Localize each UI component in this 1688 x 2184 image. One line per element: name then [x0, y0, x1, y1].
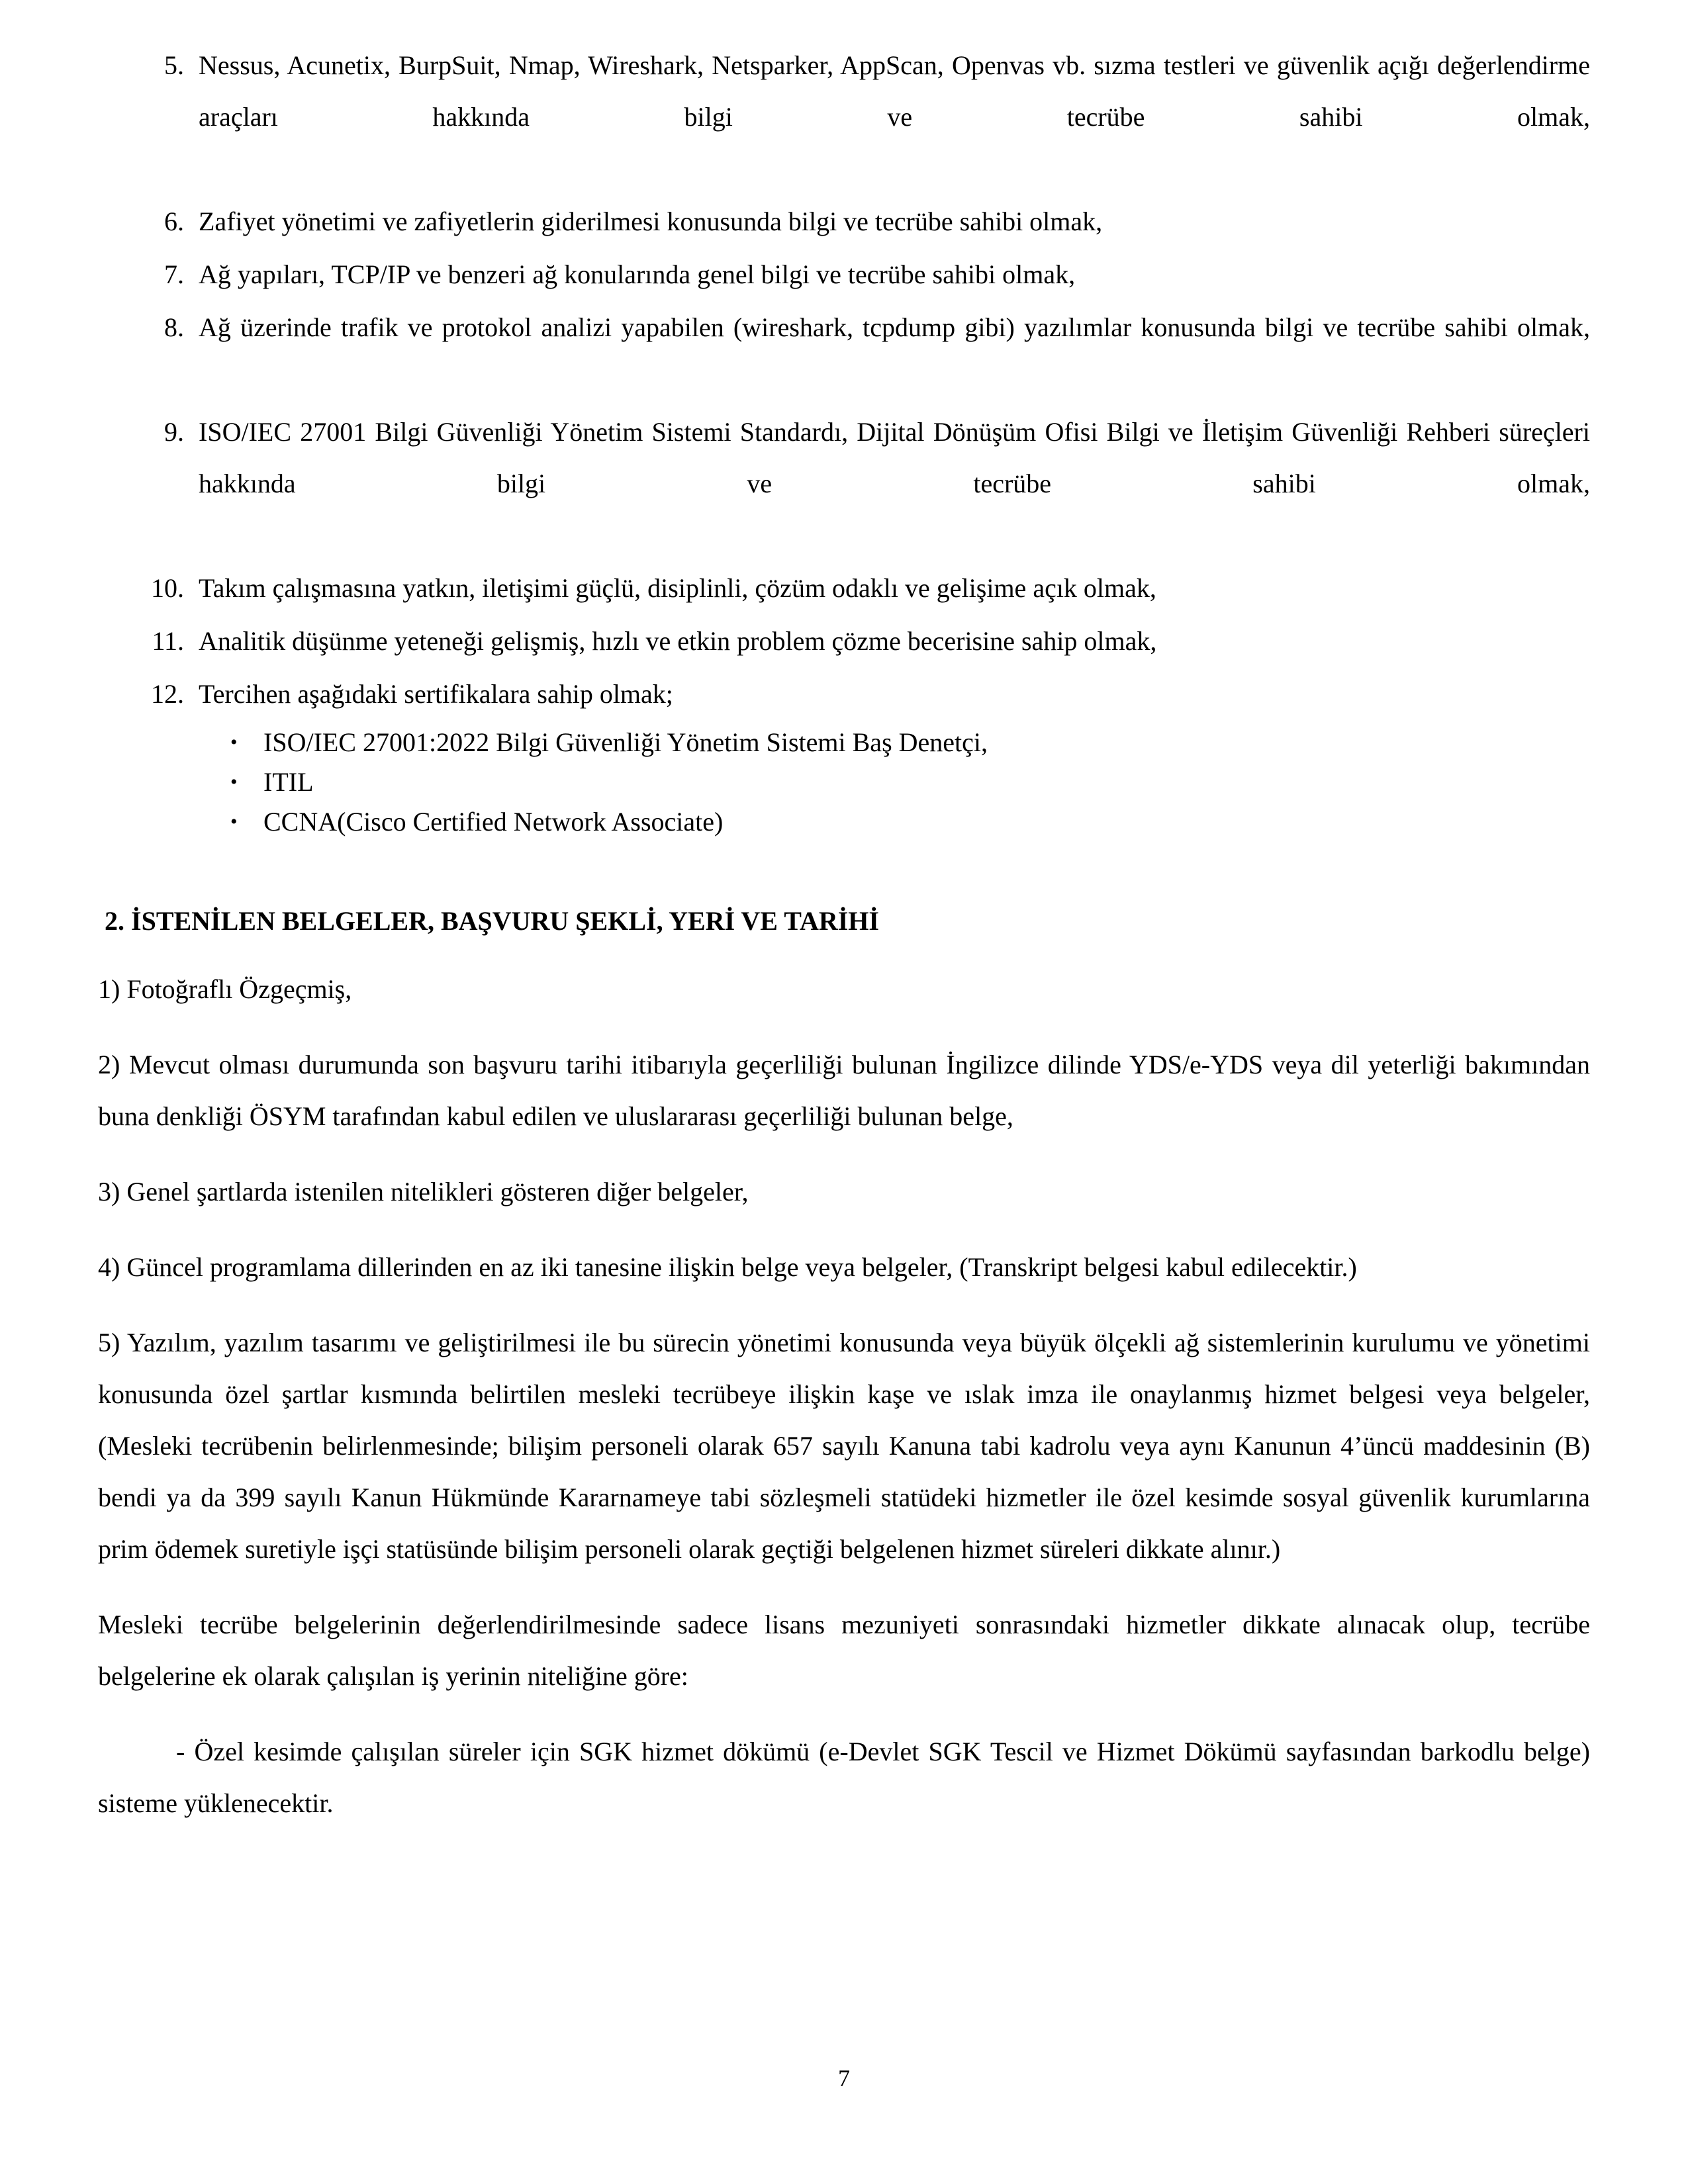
- section-heading: 2. İSTENİLEN BELGELER, BAŞVURU ŞEKLİ, YERİ VE TARİHİ: [105, 906, 879, 936]
- list-item-text: Tercihen aşağıdaki sertifikalara sahip olmak;: [199, 679, 673, 709]
- list-item-number: 11.: [152, 626, 184, 656]
- list-item: [98, 668, 1590, 720]
- paragraph-1: 1) Fotoğraflı Özgeçmiş,: [98, 974, 352, 1004]
- list-item: [98, 723, 1590, 762]
- list-item: [98, 762, 1590, 802]
- bullet-icon: •: [230, 771, 238, 793]
- list-item-number: 5.: [164, 50, 184, 80]
- list-item: [98, 802, 1590, 842]
- list-item-number: 9.: [164, 417, 184, 447]
- list-item-text: ISO/IEC 27001 Bilgi Güvenliği Yönetim Sistemi Standardı, Dijital Dönüşüm Ofisi Bilgi ve İletişim Güvenliği Rehberi süreçleri hakkında bilgi ve tecrübe sahibi olmak,: [199, 417, 1590, 498]
- bullet-icon: •: [230, 731, 238, 753]
- paragraph-2: 2) Mevcut olması durumunda son başvuru tarihi itibarıyla geçerliliği bulunan İngilizce dilinde YDS/e-YDS veya dil yeterliği bakımından buna denkliği ÖSYM tarafından kabul edilen ve uluslararası geçerliliği bulunan belge,: [98, 1050, 1590, 1131]
- list-item-text: ITIL: [263, 767, 314, 797]
- paragraph-4: 4) Güncel programlama dillerinden en az iki tanesine ilişkin belge veya belgeler, (Transkript belgesi kabul edilecektir.): [98, 1252, 1357, 1282]
- certificates-bullet-list: [98, 723, 1590, 842]
- list-item-text: Zafiyet yönetimi ve zafiyetlerin giderilmesi konusunda bilgi ve tecrübe sahibi olmak,: [199, 206, 1103, 236]
- list-item-number: 10.: [151, 573, 184, 603]
- list-item-text: Analitik düşünme yeteneği gelişmiş, hızlı ve etkin problem çözme becerisine sahip olmak,: [199, 626, 1157, 656]
- list-item-number: 8.: [164, 312, 184, 342]
- list-item-text: CCNA(Cisco Certified Network Associate): [263, 807, 724, 837]
- list-item: [98, 302, 1590, 405]
- list-item-number: 12.: [151, 679, 184, 709]
- paragraph-7: - Özel kesimde çalışılan süreler için SGK hizmet dökümü (e-Devlet SGK Tescil ve Hizmet Dökümü sayfasından barkodlu belge) sisteme yüklenecektir.: [98, 1737, 1590, 1818]
- qualifications-numbered-list: [98, 40, 1590, 720]
- paragraph-5: 5) Yazılım, yazılım tasarımı ve geliştirilmesi ile bu sürecin yönetimi konusunda veya büyük ölçekli ağ sistemlerinin kurulumu ve yönetimi konusunda özel şartlar kısmında belirtilen mesleki tecrübeye ilişkin kaşe ve ıslak imza ile onaylanmış hizmet belgesi veya belgeler, (Mesleki tecrübenin belirlenmesinde; bilişim personeli olarak 657 sayılı Kanuna tabi kadrolu veya aynı Kanunun 4’üncü maddesinin (B) bendi ya da 399 sayılı Kanun Hükmünde Kararnameye tabi sözleşmeli statüdeki hizmetler ile özel kesimde sosyal güvenlik kurumlarına prim ödemek suretiyle işçi statüsünde bilişim personeli olarak geçtiği belgelenen hizmet süreleri dikkate alınır.): [98, 1328, 1590, 1564]
- paragraph-6: Mesleki tecrübe belgelerinin değerlendirilmesinde sadece lisans mezuniyeti sonrasındaki hizmetler dikkate alınacak olup, tecrübe belgelerine ek olarak çalışılan iş yerinin niteliğine göre:: [98, 1610, 1590, 1691]
- list-item-text: Ağ üzerinde trafik ve protokol analizi yapabilen (wireshark, tcpdump gibi) yazılımlar konusunda bilgi ve tecrübe sahibi olmak,: [199, 312, 1590, 342]
- list-item: [98, 615, 1590, 667]
- paragraph-3: 3) Genel şartlarda istenilen nitelikleri gösteren diğer belgeler,: [98, 1177, 749, 1206]
- list-item: [98, 196, 1590, 248]
- page-number: 7: [838, 2065, 850, 2091]
- list-item-text: Takım çalışmasına yatkın, iletişimi güçlü, disiplinli, çözüm odaklı ve gelişime açık olmak,: [199, 573, 1156, 603]
- bullet-icon: •: [230, 811, 238, 833]
- list-item: [98, 406, 1590, 561]
- list-item-text: Ağ yapıları, TCP/IP ve benzeri ağ konularında genel bilgi ve tecrübe sahibi olmak,: [199, 259, 1076, 289]
- list-item: [98, 249, 1590, 300]
- list-item-number: 6.: [164, 206, 184, 236]
- list-item: [98, 40, 1590, 195]
- page-content: [98, 40, 1590, 1829]
- list-item-text: Nessus, Acunetix, BurpSuit, Nmap, Wireshark, Netsparker, AppScan, Openvas vb. sızma testleri ve güvenlik açığı değerlendirme araçları hakkında bilgi ve tecrübe sahibi olmak,: [199, 50, 1590, 132]
- list-item: [98, 563, 1590, 614]
- list-item-number: 7.: [164, 259, 184, 289]
- list-item-text: ISO/IEC 27001:2022 Bilgi Güvenliği Yönetim Sistemi Baş Denetçi,: [263, 727, 988, 757]
